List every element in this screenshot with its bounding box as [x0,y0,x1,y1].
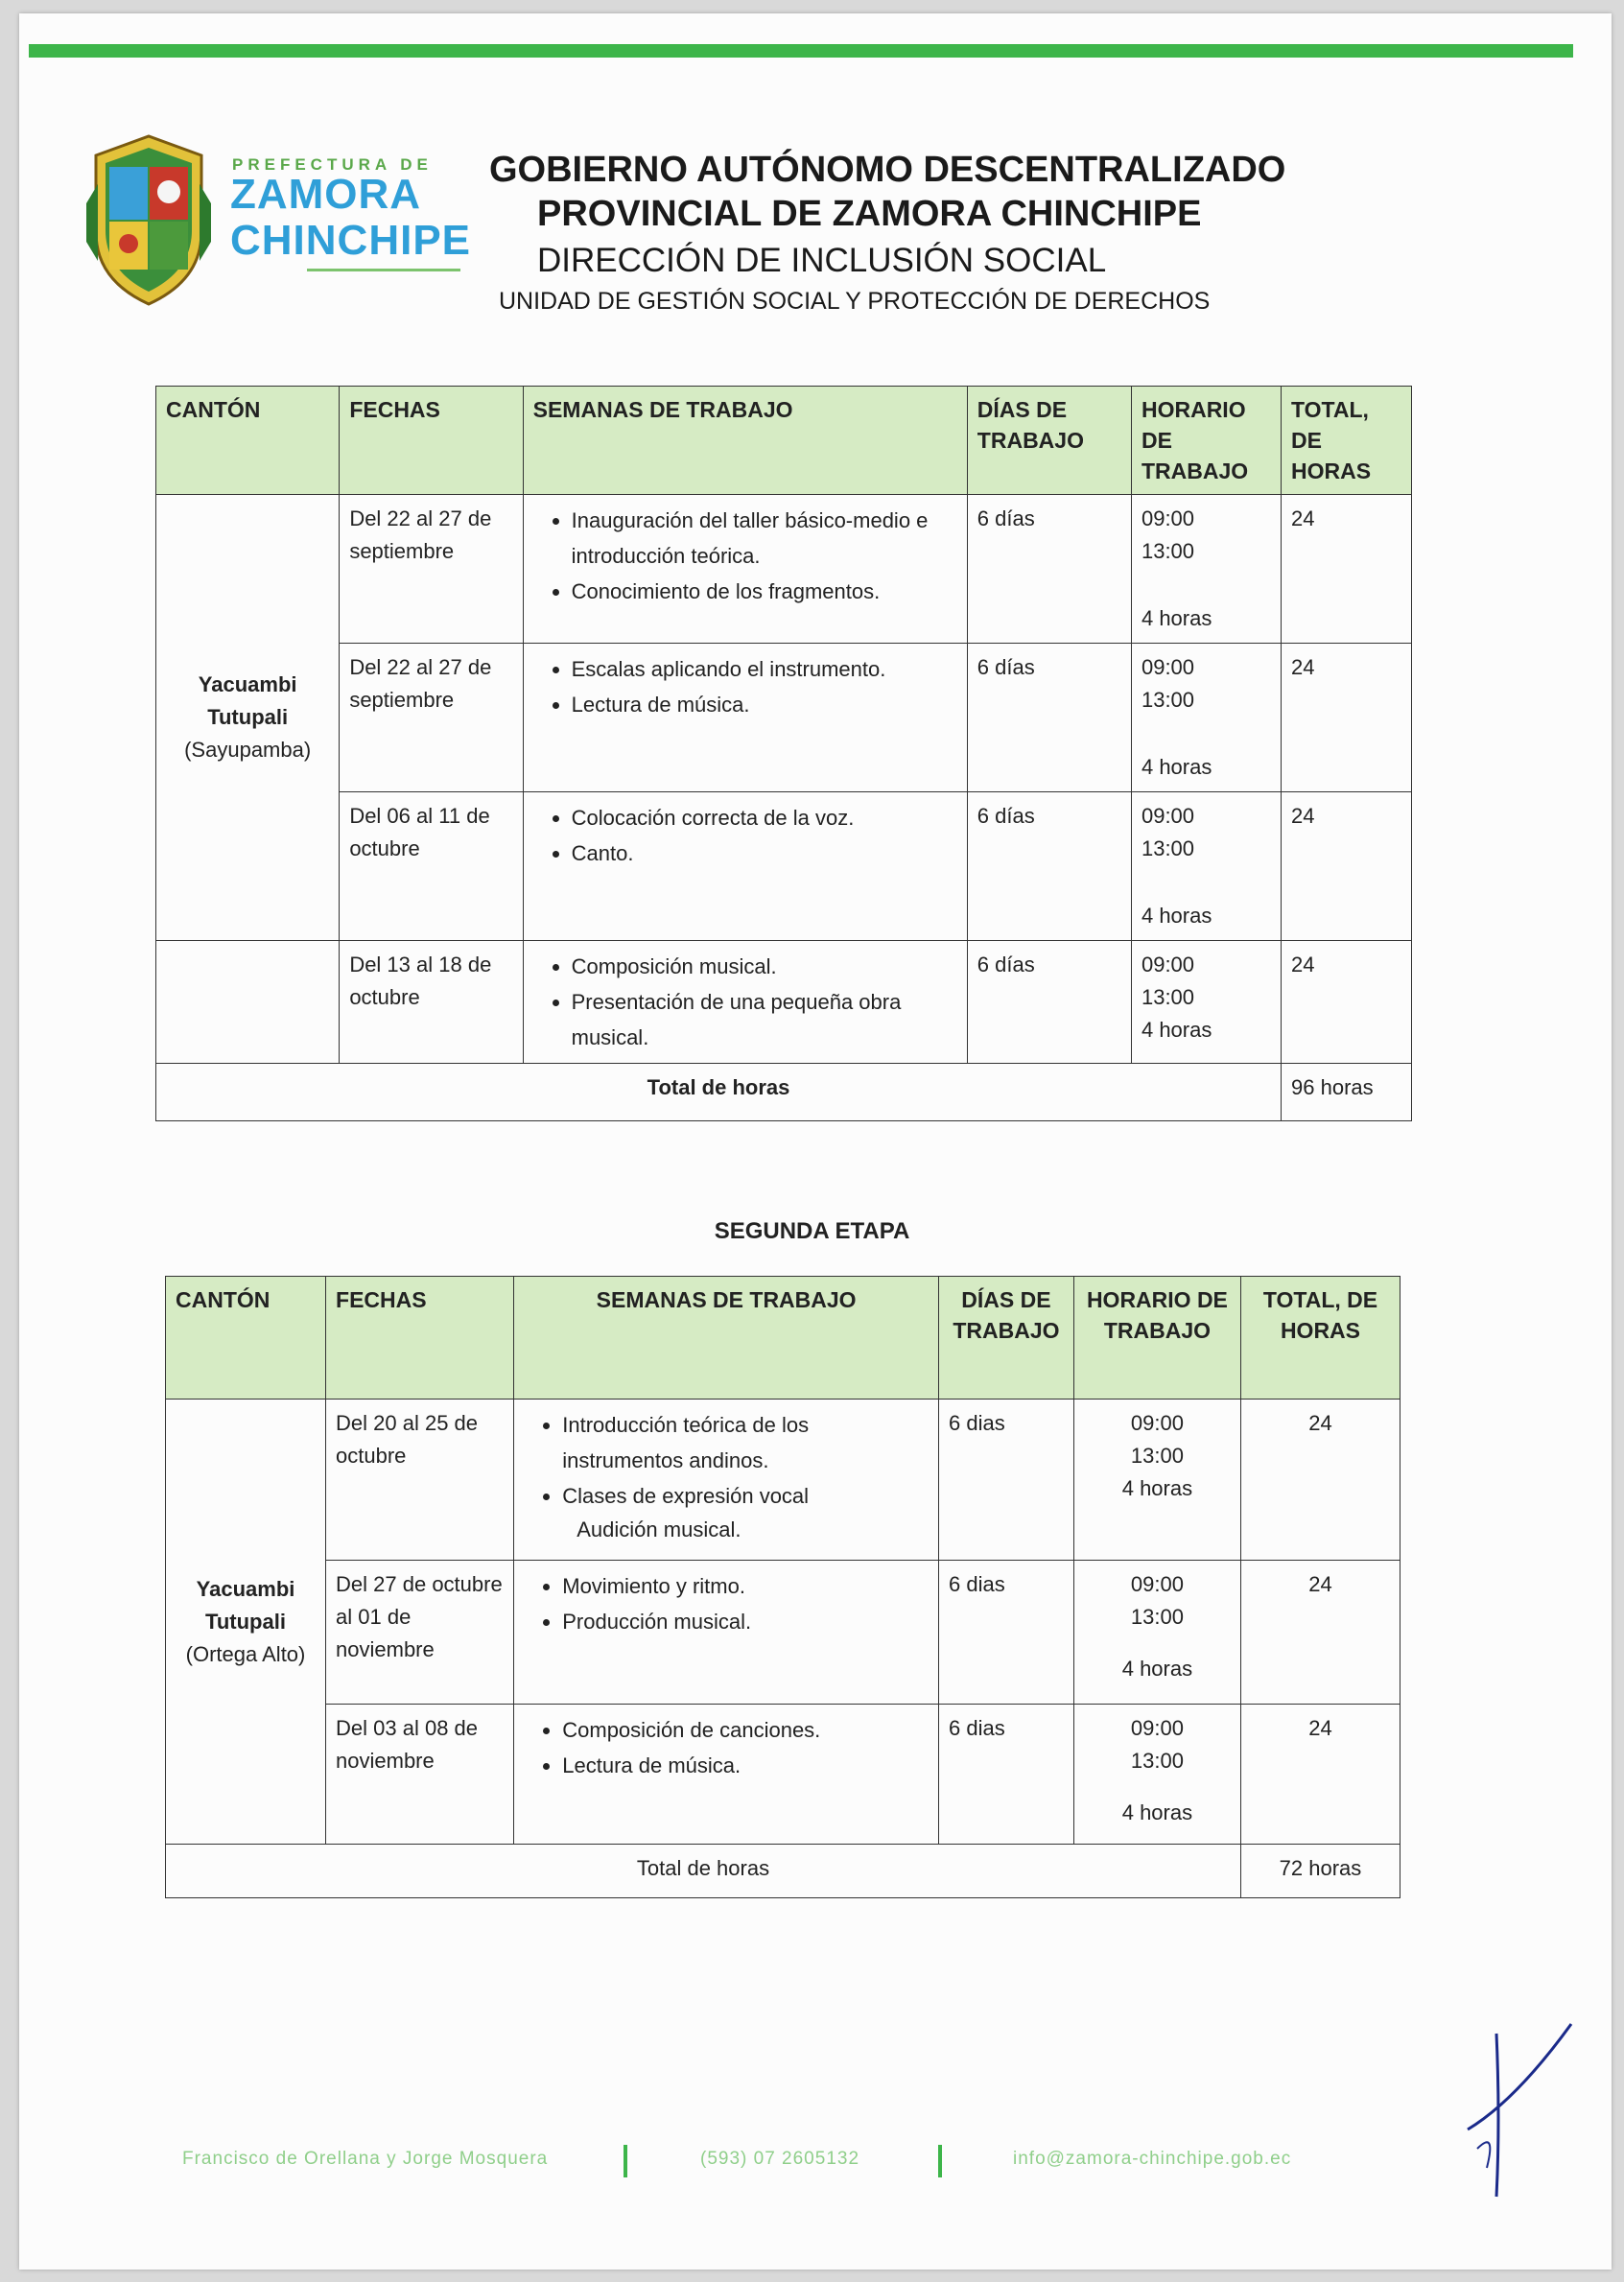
dias-cell: 6 dias [939,1561,1074,1705]
horario-hours: 4 horas [1121,1657,1193,1681]
canton-name: Yacuambi Tutupali [198,672,297,729]
total-value: 96 horas [1282,1064,1412,1121]
header-title-1: GOBIERNO AUTÓNOMO DESCENTRALIZADO [489,150,1286,190]
canton-sub: (Ortega Alto) [185,1641,306,1666]
horario-cell [1073,1705,1240,1845]
list-item: • Inauguración del taller básico-medio e introducción teórica. [572,503,957,574]
header-title-4: UNIDAD DE GESTIÓN SOCIAL Y PROTECCIÓN DE DERECHOS [499,288,1211,315]
logo-brand-chinchipe: CHINCHIPE [230,217,472,264]
horario-hours: 4 horas [1121,1800,1193,1824]
horario-end: 13:00 [1130,1444,1184,1468]
total-cell: 24 [1282,644,1412,792]
horario-hours: 4 horas [1141,755,1212,779]
canton-name: Yacuambi Tutupali [196,1576,295,1634]
table-row [156,941,1412,1064]
canton-sub: (Sayupamba) [184,738,312,762]
horario-hours: 4 horas [1141,904,1212,928]
list-item: • Colocación correcta de la voz. [572,800,957,835]
document-page [19,13,1612,2270]
horario-end: 13:00 [1141,688,1195,712]
top-green-bar [29,44,1573,58]
list-extra: Audición musical. [577,1517,741,1541]
semanas-cell [523,792,967,941]
total-cell: 24 [1240,1561,1400,1705]
horario-hours: 4 horas [1141,606,1212,630]
semanas-cell [514,1561,939,1705]
horario-end: 13:00 [1130,1605,1184,1629]
semanas-cell [523,644,967,792]
header-total: TOTAL, DE HORAS [1282,387,1412,495]
list-item: • Clases de expresión vocal [562,1478,929,1514]
list-item: • Movimiento y ritmo. [562,1568,929,1604]
logo-underline [307,269,460,271]
list-item: • Producción musical. [562,1604,929,1639]
dias-cell: 6 dias [939,1400,1074,1561]
horario-end: 13:00 [1141,985,1195,1009]
total-cell: 24 [1282,941,1412,1064]
schedule-table-second-stage [165,1276,1400,1898]
total-value: 72 horas [1240,1845,1400,1898]
horario-end: 13:00 [1141,836,1195,860]
table-row [166,1400,1400,1561]
horario-hours: 4 horas [1121,1476,1193,1500]
header-semanas: SEMANAS DE TRABAJO [523,387,967,495]
header-canton: CANTÓN [166,1277,326,1400]
header-canton: CANTÓN [156,387,340,495]
footer-address: Francisco de Orellana y Jorge Mosquera [182,2149,549,2169]
horario-start: 09:00 [1141,804,1195,828]
header-dias: DÍAS DE TRABAJO [967,387,1131,495]
list-item: • Introducción teórica de los instrumentos andinos. [562,1407,929,1478]
dias-cell: 6 días [967,941,1131,1064]
horario-start: 09:00 [1141,953,1195,976]
horario-start: 09:00 [1141,655,1195,679]
table-row [166,1705,1400,1845]
footer-separator [624,2145,627,2177]
horario-start: 09:00 [1130,1716,1184,1740]
footer-email: info@zamora-chinchipe.gob.ec [1013,2149,1292,2169]
horario-end: 13:00 [1141,539,1195,563]
table-row [166,1561,1400,1705]
header-fechas: FECHAS [340,387,523,495]
horario-cell [1131,644,1281,792]
horario-cell [1131,495,1281,644]
header-title-2: PROVINCIAL DE ZAMORA CHINCHIPE [537,194,1202,234]
footer-separator [938,2145,942,2177]
fechas-cell: Del 22 al 27 de septiembre [340,495,523,644]
dias-cell: 6 días [967,644,1131,792]
header-fechas: FECHAS [326,1277,514,1400]
fechas-cell: Del 20 al 25 de octubre [326,1400,514,1561]
dias-cell: 6 dias [939,1705,1074,1845]
table-row [156,792,1412,941]
header-horario: HORARIO DE TRABAJO [1073,1277,1240,1400]
horario-cell [1131,792,1281,941]
table-header-row [156,387,1412,495]
horario-cell [1131,941,1281,1064]
semanas-cell [523,941,967,1064]
list-item: • Lectura de música. [572,687,957,722]
fechas-cell: Del 22 al 27 de septiembre [340,644,523,792]
canton-cell [166,1400,326,1845]
total-row [156,1064,1412,1121]
table-header-row [166,1277,1400,1400]
total-label: Total de horas [166,1845,1241,1898]
list-item: • Canto. [572,835,957,871]
list-item: • Composición de canciones. [562,1712,929,1748]
total-cell: 24 [1282,792,1412,941]
total-cell: 24 [1240,1400,1400,1561]
logo-prefectura-text: PREFECTURA DE [232,155,433,174]
fechas-cell: Del 27 de octubre al 01 de noviembre [326,1561,514,1705]
handwritten-signature [1458,2014,1573,2206]
horario-end: 13:00 [1130,1749,1184,1773]
semanas-cell [514,1400,939,1561]
logo-brand-zamora: ZAMORA [230,171,422,218]
section-title-segunda-etapa: SEGUNDA ETAPA [714,1218,910,1244]
prefectura-coat-of-arms-logo [86,127,211,309]
horario-hours: 4 horas [1141,1018,1212,1042]
horario-cell [1073,1561,1240,1705]
header-dias: DÍAS DE TRABAJO [939,1277,1074,1400]
horario-start: 09:00 [1141,506,1195,530]
fechas-cell: Del 13 al 18 de octubre [340,941,523,1064]
fechas-cell: Del 06 al 11 de octubre [340,792,523,941]
horario-cell [1073,1400,1240,1561]
list-item: • Escalas aplicando el instrumento. [572,651,957,687]
total-label: Total de horas [156,1064,1282,1121]
header-horario: HORARIO DE TRABAJO [1131,387,1281,495]
list-item: • Lectura de música. [562,1748,929,1783]
list-item: • Composición musical. [572,949,957,984]
dias-cell: 6 días [967,792,1131,941]
list-item: • Presentación de una pequeña obra musical. [572,984,957,1055]
dias-cell: 6 días [967,495,1131,644]
footer-phone: (593) 07 2605132 [700,2149,860,2169]
semanas-cell [523,495,967,644]
table-row [156,495,1412,644]
fechas-cell: Del 03 al 08 de noviembre [326,1705,514,1845]
total-cell: 24 [1240,1705,1400,1845]
schedule-table-first-stage [155,386,1412,1121]
total-row [166,1845,1400,1898]
total-cell: 24 [1282,495,1412,644]
semanas-cell [514,1705,939,1845]
header-semanas: SEMANAS DE TRABAJO [514,1277,939,1400]
header-title-3: DIRECCIÓN DE INCLUSIÓN SOCIAL [537,242,1107,279]
horario-start: 09:00 [1130,1411,1184,1435]
list-item: • Conocimiento de los fragmentos. [572,574,957,609]
horario-start: 09:00 [1130,1572,1184,1596]
canton-cell [156,495,340,941]
header-total: TOTAL, DE HORAS [1240,1277,1400,1400]
canton-cell-empty [156,941,340,1064]
table-row [156,644,1412,792]
